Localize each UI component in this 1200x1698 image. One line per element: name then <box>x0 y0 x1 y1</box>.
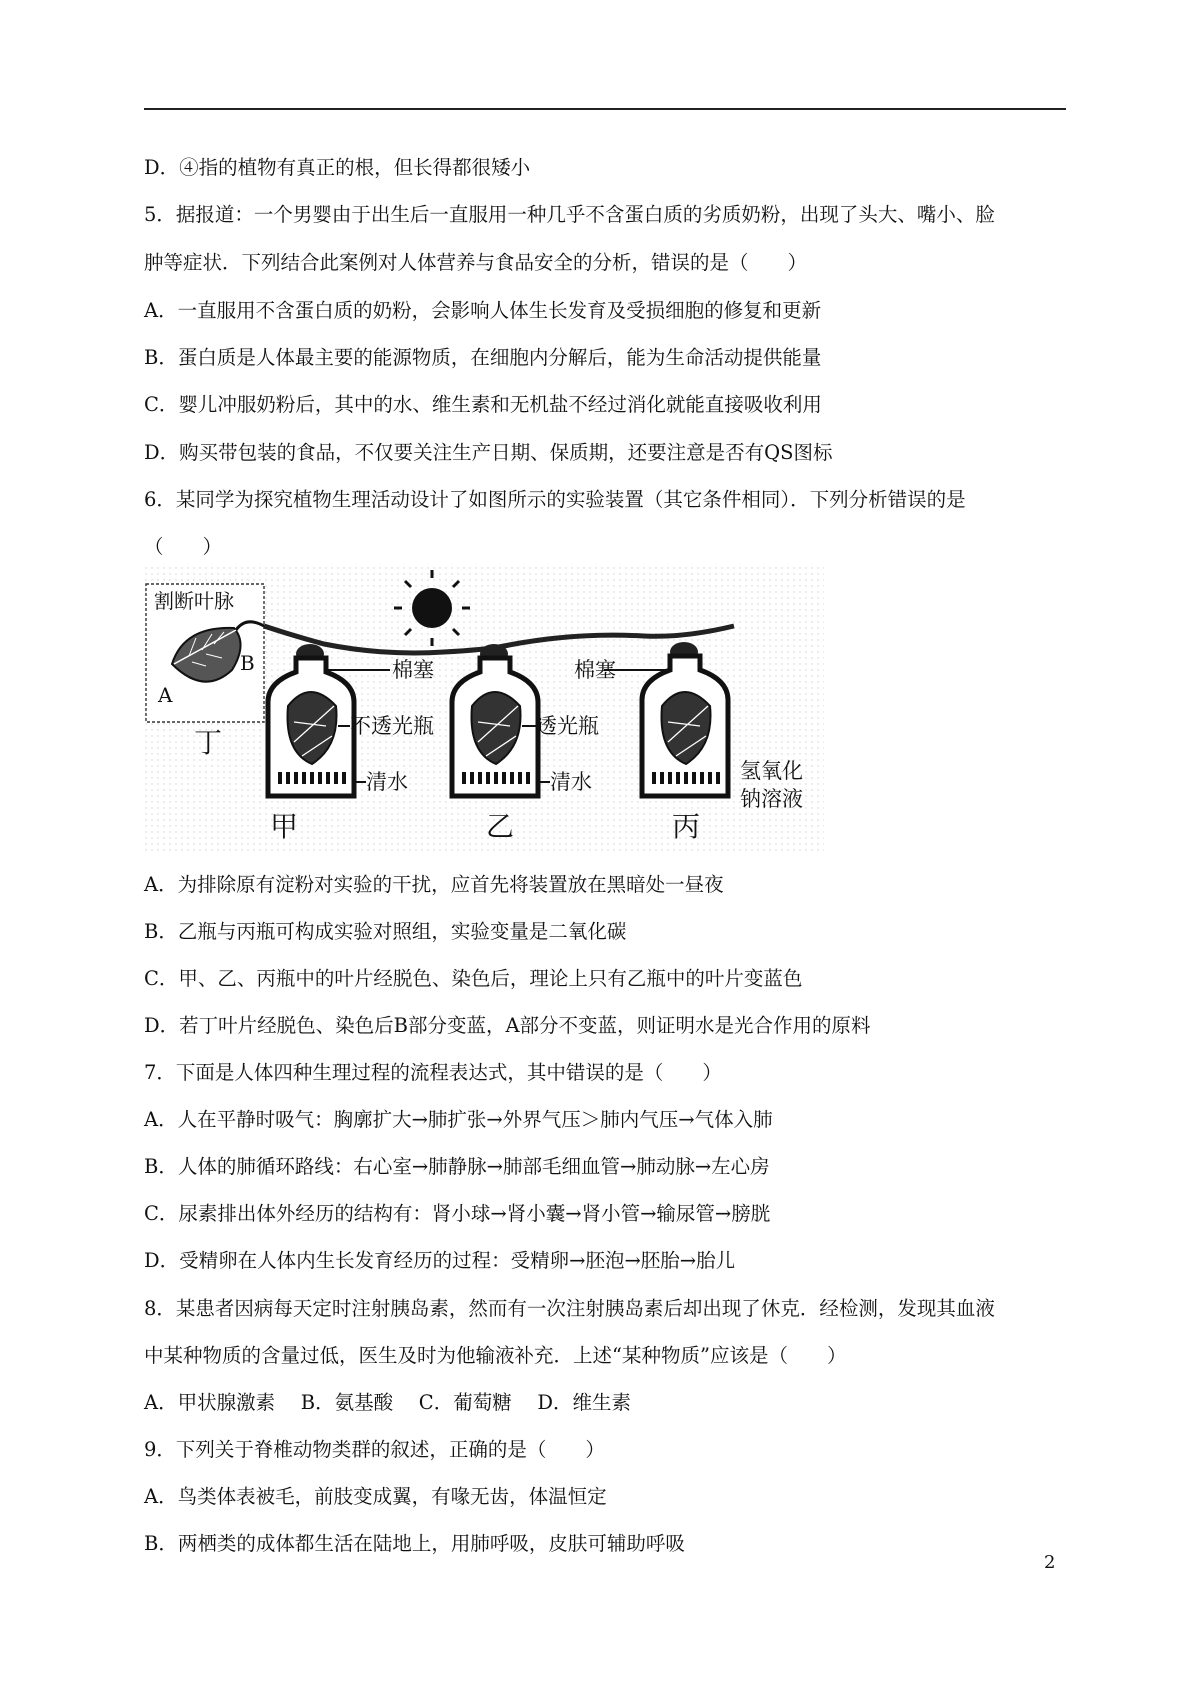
text-line: A．鸟类体表被毛，前肢变成翼，有喙无齿，体温恒定 <box>144 1485 607 1508</box>
label-a: A <box>158 683 173 707</box>
cut-vein-label: 割断叶脉 <box>154 589 234 613</box>
naoh-label-1: 氢氧化 <box>740 759 803 783</box>
text-line: A．为排除原有淀粉对实验的干扰，应首先将装置放在黑暗处一昼夜 <box>144 873 724 896</box>
opaque-bottle-label: 不透光瓶 <box>350 714 434 738</box>
text-line: 中某种物质的含量过低，医生及时为他输液补充．上述“某种物质”应该是（ ） <box>144 1344 847 1367</box>
page-number: 2 <box>1044 1552 1056 1573</box>
experiment-diagram <box>144 566 824 852</box>
water-label-1: 清水 <box>366 770 408 794</box>
text-line: 肿等症状．下列结合此案例对人体营养与食品安全的分析，错误的是（ ） <box>144 251 808 274</box>
text-line: D．受精卵在人体内生长发育经历的过程：受精卵→胚泡→胚胎→胎儿 <box>144 1249 736 1272</box>
label-yi: 乙 <box>486 810 515 843</box>
text-line: B．人体的肺循环路线：右心室→肺静脉→肺部毛细血管→肺动脉→左心房 <box>144 1155 770 1178</box>
label-bing: 丙 <box>672 810 701 843</box>
text-line: C．婴儿冲服奶粉后，其中的水、维生素和无机盐不经过消化就能直接吸收利用 <box>144 393 822 416</box>
text-line: B．乙瓶与丙瓶可构成实验对照组，实验变量是二氧化碳 <box>144 920 627 943</box>
text-line: C．甲、乙、丙瓶中的叶片经脱色、染色后，理论上只有乙瓶中的叶片变蓝色 <box>144 967 803 990</box>
text-line: A．人在平静时吸气：胸廓扩大→肺扩张→外界气压＞肺内气压→气体入肺 <box>144 1108 773 1131</box>
text-line: 5．据报道：一个男婴由于出生后一直服用一种几乎不含蛋白质的劣质奶粉，出现了头大、嘴小、脸 <box>144 203 995 226</box>
header-rule <box>144 108 1066 110</box>
text-line: （ ） <box>144 535 223 558</box>
text-line: D．④指的植物有真正的根，但长得都很矮小 <box>144 156 531 179</box>
cotton-label-2: 棉塞 <box>574 658 616 682</box>
text-line: B．蛋白质是人体最主要的能源物质，在细胞内分解后，能为生命活动提供能量 <box>144 346 822 369</box>
text-line: D．购买带包装的食品，不仅要关注生产日期、保质期，还要注意是否有QS图标 <box>144 441 833 464</box>
clear-bottle-label: 透光瓶 <box>536 714 599 738</box>
text-line: 8．某患者因病每天定时注射胰岛素，然而有一次注射胰岛素后却出现了休克．经检测，发现其血液 <box>144 1297 995 1320</box>
text-line: 6．某同学为探究植物生理活动设计了如图所示的实验装置（其它条件相同）．下列分析错误的是 <box>144 488 966 511</box>
water-label-2: 清水 <box>550 770 592 794</box>
naoh-label-2: 钠溶液 <box>740 787 803 811</box>
text-line: A．一直服用不含蛋白质的奶粉，会影响人体生长发育及受损细胞的修复和更新 <box>144 299 822 322</box>
label-jia: 甲 <box>270 810 299 843</box>
text-line: 9．下列关于脊椎动物类群的叙述，正确的是（ ） <box>144 1438 605 1461</box>
text-line: A．甲状腺激素 B．氨基酸 C．葡萄糖 D．维生素 <box>144 1391 632 1414</box>
text-line: D．若丁叶片经脱色、染色后B部分变蓝，A部分不变蓝，则证明水是光合作用的原料 <box>144 1014 871 1037</box>
experiment-figure <box>144 566 824 852</box>
label-ding: 丁 <box>194 726 223 759</box>
text-line: C．尿素排出体外经历的结构有：肾小球→肾小囊→肾小管→输尿管→膀胱 <box>144 1202 771 1225</box>
cotton-label-1: 棉塞 <box>392 658 434 682</box>
text-line: B．两栖类的成体都生活在陆地上，用肺呼吸，皮肤可辅助呼吸 <box>144 1532 685 1555</box>
text-line: 7．下面是人体四种生理过程的流程表达式，其中错误的是（ ） <box>144 1061 722 1084</box>
label-b: B <box>240 651 255 675</box>
